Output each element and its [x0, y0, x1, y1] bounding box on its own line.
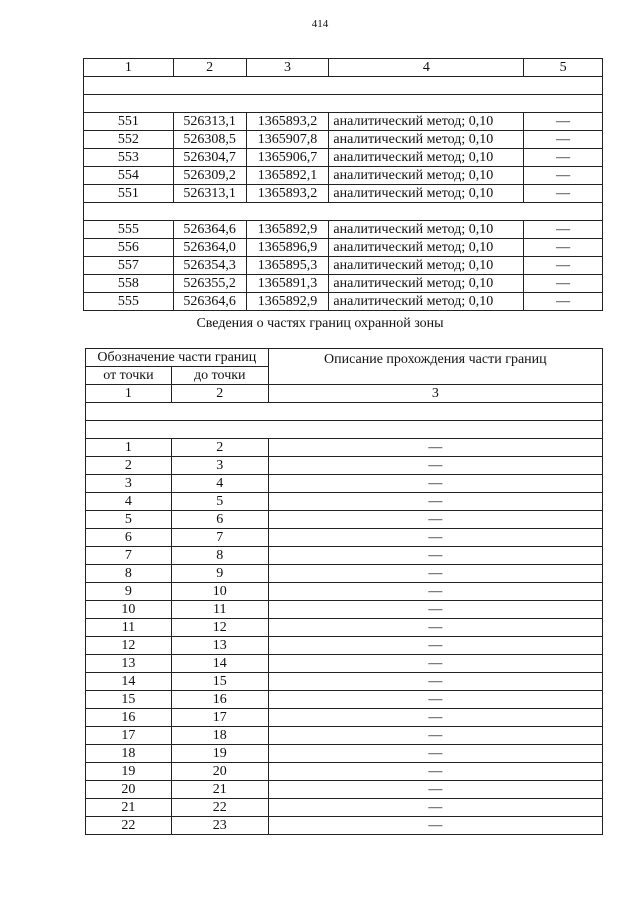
from-point-cell: 15	[86, 691, 172, 709]
point-number-cell: 555	[84, 293, 174, 311]
point-number-cell: 551	[84, 113, 174, 131]
table-row	[86, 691, 603, 709]
blank-row	[86, 403, 603, 421]
from-point-cell: 12	[86, 637, 172, 655]
from-point-cell: 21	[86, 799, 172, 817]
to-point-cell: 6	[171, 511, 268, 529]
from-point-cell: 9	[86, 583, 172, 601]
description-cell: —	[268, 673, 602, 691]
table-row	[86, 673, 603, 691]
x-coordinate-cell: 526308,5	[173, 131, 246, 149]
description-cell: —	[268, 799, 602, 817]
blank-row	[84, 77, 603, 95]
description-cell: —	[524, 275, 603, 293]
y-coordinate-cell: 1365892,1	[246, 167, 329, 185]
description-cell: —	[524, 185, 603, 203]
x-coordinate-cell: 526364,0	[173, 239, 246, 257]
description-cell: —	[268, 583, 602, 601]
table-row	[86, 709, 603, 727]
from-point-cell: 8	[86, 565, 172, 583]
from-point-cell: 10	[86, 601, 172, 619]
coordinates-group-2	[84, 221, 603, 311]
description-cell: —	[268, 439, 602, 457]
description-cell: —	[524, 221, 603, 239]
boundary-parts-table	[85, 348, 603, 835]
description-cell: —	[268, 709, 602, 727]
to-point-cell: 8	[171, 547, 268, 565]
y-coordinate-cell: 1365891,3	[246, 275, 329, 293]
to-point-cell: 11	[171, 601, 268, 619]
table-row	[84, 293, 603, 311]
point-number-cell: 554	[84, 167, 174, 185]
to-point-cell: 17	[171, 709, 268, 727]
description-cell: —	[268, 637, 602, 655]
to-point-cell: 3	[171, 457, 268, 475]
method-cell: аналитический метод; 0,10	[329, 185, 524, 203]
column-number: 5	[524, 59, 603, 77]
description-cell: —	[268, 493, 602, 511]
column-number: 2	[173, 59, 246, 77]
column-number: 3	[246, 59, 329, 77]
from-point-cell: 11	[86, 619, 172, 637]
description-cell: —	[268, 691, 602, 709]
blank-row	[84, 95, 603, 113]
description-cell: —	[268, 457, 602, 475]
table-row	[86, 439, 603, 457]
description-cell: —	[268, 745, 602, 763]
coordinates-group-1	[84, 113, 603, 203]
description-cell: —	[268, 565, 602, 583]
table-row	[84, 149, 603, 167]
to-point-cell: 4	[171, 475, 268, 493]
table-row	[86, 799, 603, 817]
to-point-cell: 5	[171, 493, 268, 511]
table-row	[86, 781, 603, 799]
description-cell: —	[524, 293, 603, 311]
method-cell: аналитический метод; 0,10	[329, 257, 524, 275]
x-coordinate-cell: 526354,3	[173, 257, 246, 275]
point-number-cell: 552	[84, 131, 174, 149]
to-point-cell: 14	[171, 655, 268, 673]
method-cell: аналитический метод; 0,10	[329, 293, 524, 311]
from-point-cell: 18	[86, 745, 172, 763]
x-coordinate-cell: 526364,6	[173, 221, 246, 239]
to-point-cell: 10	[171, 583, 268, 601]
table-row	[86, 565, 603, 583]
table-row	[86, 637, 603, 655]
section-caption: Сведения о частях границ охранной зоны	[196, 316, 444, 331]
to-point-cell: 18	[171, 727, 268, 745]
table-row	[86, 457, 603, 475]
description-cell: —	[524, 167, 603, 185]
point-number-cell: 556	[84, 239, 174, 257]
column-number: 1	[84, 59, 174, 77]
method-cell: аналитический метод; 0,10	[329, 167, 524, 185]
method-cell: аналитический метод; 0,10	[329, 275, 524, 293]
description-cell: —	[524, 257, 603, 275]
description-cell: —	[268, 547, 602, 565]
y-coordinate-cell: 1365906,7	[246, 149, 329, 167]
method-cell: аналитический метод; 0,10	[329, 239, 524, 257]
x-coordinate-cell: 526364,6	[173, 293, 246, 311]
table-row	[84, 185, 603, 203]
header-boundary-description: Описание прохождения части границ	[268, 349, 602, 385]
header-to-point: до точки	[171, 367, 268, 385]
from-point-cell: 22	[86, 817, 172, 835]
description-cell: —	[268, 655, 602, 673]
table-row	[84, 275, 603, 293]
table-row	[86, 601, 603, 619]
description-cell: —	[268, 781, 602, 799]
method-cell: аналитический метод; 0,10	[329, 131, 524, 149]
from-point-cell: 16	[86, 709, 172, 727]
table-row	[86, 583, 603, 601]
from-point-cell: 2	[86, 457, 172, 475]
table-row	[84, 167, 603, 185]
column-number: 4	[329, 59, 524, 77]
from-point-cell: 5	[86, 511, 172, 529]
to-point-cell: 20	[171, 763, 268, 781]
table-header-row	[84, 59, 603, 77]
table-row	[86, 529, 603, 547]
to-point-cell: 16	[171, 691, 268, 709]
table-row	[86, 493, 603, 511]
table-row	[84, 257, 603, 275]
x-coordinate-cell: 526309,2	[173, 167, 246, 185]
table-row	[86, 727, 603, 745]
description-cell: —	[268, 601, 602, 619]
description-cell: —	[268, 619, 602, 637]
method-cell: аналитический метод; 0,10	[329, 221, 524, 239]
description-cell: —	[524, 131, 603, 149]
cropped-footer-text	[148, 897, 598, 905]
x-coordinate-cell: 526304,7	[173, 149, 246, 167]
to-point-cell: 13	[171, 637, 268, 655]
blank-row	[86, 421, 603, 439]
header-boundary-designation: Обозначение части границ	[86, 349, 269, 367]
point-number-cell: 555	[84, 221, 174, 239]
table-row	[84, 239, 603, 257]
method-cell: аналитический метод; 0,10	[329, 149, 524, 167]
table-row	[84, 131, 603, 149]
blank-row	[84, 203, 603, 221]
to-point-cell: 7	[171, 529, 268, 547]
y-coordinate-cell: 1365892,9	[246, 293, 329, 311]
table-row	[86, 745, 603, 763]
description-cell: —	[268, 529, 602, 547]
point-number-cell: 557	[84, 257, 174, 275]
from-point-cell: 1	[86, 439, 172, 457]
to-point-cell: 12	[171, 619, 268, 637]
column-number-row	[86, 385, 603, 403]
x-coordinate-cell: 526313,1	[173, 185, 246, 203]
y-coordinate-cell: 1365893,2	[246, 113, 329, 131]
description-cell: —	[268, 817, 602, 835]
to-point-cell: 2	[171, 439, 268, 457]
from-point-cell: 17	[86, 727, 172, 745]
description-cell: —	[268, 475, 602, 493]
y-coordinate-cell: 1365907,8	[246, 131, 329, 149]
description-cell: —	[268, 511, 602, 529]
table-row	[84, 221, 603, 239]
table-header-row	[86, 349, 603, 367]
from-point-cell: 3	[86, 475, 172, 493]
description-cell: —	[524, 149, 603, 167]
table-row	[86, 619, 603, 637]
from-point-cell: 7	[86, 547, 172, 565]
header-from-point: от точки	[86, 367, 172, 385]
from-point-cell: 13	[86, 655, 172, 673]
table-row	[86, 511, 603, 529]
table-row	[84, 113, 603, 131]
y-coordinate-cell: 1365892,9	[246, 221, 329, 239]
point-number-cell: 551	[84, 185, 174, 203]
to-point-cell: 15	[171, 673, 268, 691]
point-number-cell: 553	[84, 149, 174, 167]
from-point-cell: 6	[86, 529, 172, 547]
method-cell: аналитический метод; 0,10	[329, 113, 524, 131]
description-cell: —	[524, 239, 603, 257]
column-number: 2	[171, 385, 268, 403]
coordinates-table	[83, 58, 603, 311]
y-coordinate-cell: 1365893,2	[246, 185, 329, 203]
description-cell: —	[268, 763, 602, 781]
column-number: 3	[268, 385, 602, 403]
from-point-cell: 14	[86, 673, 172, 691]
table-row	[86, 547, 603, 565]
page-number: 414	[311, 18, 329, 30]
description-cell: —	[524, 113, 603, 131]
from-point-cell: 20	[86, 781, 172, 799]
y-coordinate-cell: 1365895,3	[246, 257, 329, 275]
description-cell: —	[268, 727, 602, 745]
to-point-cell: 21	[171, 781, 268, 799]
to-point-cell: 23	[171, 817, 268, 835]
y-coordinate-cell: 1365896,9	[246, 239, 329, 257]
to-point-cell: 9	[171, 565, 268, 583]
column-number: 1	[86, 385, 172, 403]
boundary-parts-rows	[86, 439, 603, 835]
x-coordinate-cell: 526355,2	[173, 275, 246, 293]
from-point-cell: 19	[86, 763, 172, 781]
table-row	[86, 475, 603, 493]
point-number-cell: 558	[84, 275, 174, 293]
table-row	[86, 763, 603, 781]
table-row	[86, 817, 603, 835]
table-row	[86, 655, 603, 673]
to-point-cell: 22	[171, 799, 268, 817]
from-point-cell: 4	[86, 493, 172, 511]
to-point-cell: 19	[171, 745, 268, 763]
x-coordinate-cell: 526313,1	[173, 113, 246, 131]
